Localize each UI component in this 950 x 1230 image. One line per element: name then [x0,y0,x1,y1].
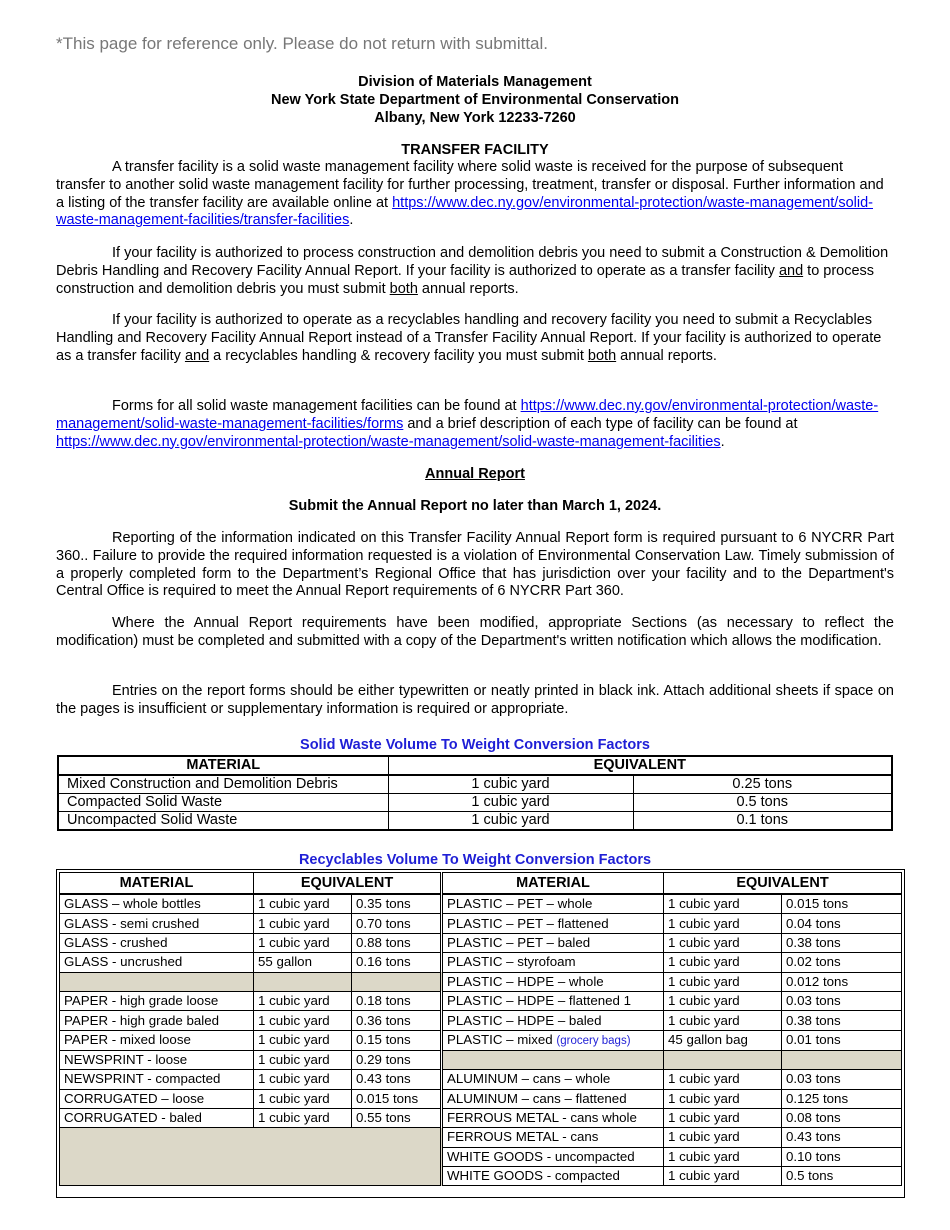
table-row [60,972,902,991]
recyclable-material-cell: PAPER - high grade loose [60,991,254,1010]
solid-waste-weight-cell: 0.1 tons [633,812,892,831]
table-row [60,1070,902,1089]
table-row [60,894,902,914]
recyclable-material-cell: ALUMINUM – cans – flattened [442,1089,664,1108]
recyclable-material-cell: PLASTIC – styrofoam [442,953,664,972]
recyclables-table-caption: Recyclables Volume To Weight Conversion Factors [298,852,652,868]
recyclable-weight-cell: 0.16 tons [352,953,442,972]
solid-waste-volume-cell: 1 cubic yard [388,812,633,831]
recyclable-volume-cell: 1 cubic yard [254,1108,352,1127]
shaded-empty-block [60,1128,442,1186]
recyclable-weight-cell: 0.08 tons [782,1108,902,1127]
header-address: Albany, New York 12233-7260 [374,110,576,126]
column-header-material-right: MATERIAL [442,873,664,895]
recyclables-conversion-table [59,872,902,1186]
recyclable-volume-cell [254,972,352,991]
recyclable-material-cell: PLASTIC – HDPE – baled [442,1011,664,1030]
facilities-link[interactable]: https://www.dec.ny.gov/environmental-protection/waste-management/solid-waste-management-facilities [56,433,721,450]
solid-waste-material-cell: Mixed Construction and Demolition Debris [58,775,388,794]
recyclable-volume-cell: 1 cubic yard [664,953,782,972]
recyclable-material-cell: PLASTIC – PET – flattened [442,914,664,933]
recyclable-weight-cell: 0.38 tons [782,1011,902,1030]
recyclable-weight-cell: 0.70 tons [352,914,442,933]
recyclable-volume-cell: 1 cubic yard [254,1030,352,1050]
recyclable-volume-cell: 1 cubic yard [254,1070,352,1089]
grocery-bags-note: (grocery bags) [556,1034,631,1047]
recyclable-material-cell: CORRUGATED – loose [60,1089,254,1108]
recyclable-weight-cell: 0.10 tons [782,1147,902,1166]
recyclable-material-cell: GLASS – whole bottles [60,894,254,914]
table-row [60,1089,902,1108]
header-division: Division of Materials Management [358,74,592,90]
recyclable-weight-cell: 0.29 tons [352,1050,442,1069]
recyclable-volume-cell: 45 gallon bag [664,1030,782,1050]
recyclable-volume-cell: 1 cubic yard [664,1167,782,1186]
paragraph-entries: Entries on the report forms should be either typewritten or neatly printed in black ink. Attach additional sheets if space on the pages is insufficient or supplementary information is required or appropriate. [56,683,894,717]
recyclable-weight-cell: 0.03 tons [782,1070,902,1089]
recyclable-material-cell: CORRUGATED - baled [60,1108,254,1127]
recyclable-material-cell: PLASTIC – HDPE – flattened 1 [442,991,664,1010]
recyclable-weight-cell: 0.03 tons [782,991,902,1010]
solid-waste-conversion-table [57,755,893,831]
table-row [60,1128,902,1147]
recyclable-material-cell: ALUMINUM – cans – whole [442,1070,664,1089]
solid-waste-weight-cell: 0.25 tons [633,775,892,794]
recyclable-volume-cell: 1 cubic yard [664,1070,782,1089]
recyclable-material-cell: PAPER - high grade baled [60,1011,254,1030]
solid-waste-material-cell: Compacted Solid Waste [58,794,388,812]
recyclable-weight-cell: 0.125 tons [782,1089,902,1108]
recyclable-volume-cell: 55 gallon [254,953,352,972]
table-row [60,953,902,972]
recyclable-material-cell: GLASS - semi crushed [60,914,254,933]
recyclable-weight-cell: 0.43 tons [782,1128,902,1147]
recyclable-material-cell [60,972,254,991]
recyclable-material-cell: PLASTIC – mixed (grocery bags) [442,1030,664,1050]
recyclables-table-frame [56,869,905,1198]
recyclable-weight-cell: 0.01 tons [782,1030,902,1050]
recyclable-volume-cell: 1 cubic yard [254,1011,352,1030]
column-header-equivalent: EQUIVALENT [388,756,892,775]
recyclable-volume-cell: 1 cubic yard [254,894,352,914]
recyclable-volume-cell: 1 cubic yard [664,991,782,1010]
paragraph-forms: Forms for all solid waste management facilities can be found at https://www.dec.ny.gov/environmental-protection/waste-management/solid-waste-management-facilities/forms and a brief description of each type of facility can be found at https://www.dec.ny.gov/environmental-protection/waste-management/solid-waste-management-facilities. [56,398,879,450]
recyclable-volume-cell: 1 cubic yard [254,1089,352,1108]
recyclable-material-cell: PLASTIC – PET – whole [442,894,664,914]
recyclable-weight-cell: 0.5 tons [782,1167,902,1186]
table-row [60,1108,902,1127]
transfer-facilities-link[interactable]: https://www.dec.ny.gov/environmental-protection/waste-management/solid-waste-management-facilities/transfer-facilities [56,194,873,229]
recyclable-material-cell: WHITE GOODS - compacted [442,1167,664,1186]
recyclable-weight-cell: 0.15 tons [352,1030,442,1050]
recyclable-volume-cell: 1 cubic yard [664,1089,782,1108]
recyclable-weight-cell [782,1050,902,1069]
recyclable-weight-cell: 0.015 tons [782,894,902,914]
deadline-notice: Submit the Annual Report no later than March 1, 2024. [288,498,662,514]
recyclable-material-cell: NEWSPRINT - loose [60,1050,254,1069]
recyclable-material-cell: GLASS - crushed [60,933,254,952]
recyclable-material-cell: FERROUS METAL - cans whole [442,1108,664,1127]
recyclable-volume-cell: 1 cubic yard [664,972,782,991]
recyclable-weight-cell: 0.02 tons [782,953,902,972]
recyclable-volume-cell: 1 cubic yard [664,1011,782,1030]
recyclable-weight-cell: 0.015 tons [352,1089,442,1108]
table-row [60,1030,902,1050]
solid-waste-volume-cell: 1 cubic yard [388,794,633,812]
recyclable-volume-cell: 1 cubic yard [664,1108,782,1127]
table-row [60,933,902,952]
recyclable-volume-cell: 1 cubic yard [664,894,782,914]
recyclable-material-cell: GLASS - uncrushed [60,953,254,972]
column-header-equivalent-right: EQUIVALENT [664,873,902,895]
paragraph-transfer-facility: A transfer facility is a solid waste management facility where solid waste is received for the purpose of subsequent transfer to another solid waste management facility for further processing, treatment, transfer or disposal. Further information and a listing of the transfer facility are available online at https://www.dec.ny.gov/environmental-protection/waste-management/solid-waste-management-facilities/transfer-facilities. [56,159,884,229]
column-header-equivalent-left: EQUIVALENT [254,873,442,895]
recyclable-weight-cell: 0.35 tons [352,894,442,914]
recyclable-material-cell: WHITE GOODS - uncompacted [442,1147,664,1166]
recyclable-weight-cell: 0.88 tons [352,933,442,952]
table-row [58,775,892,794]
recyclable-volume-cell: 1 cubic yard [664,933,782,952]
column-header-material-left: MATERIAL [60,873,254,895]
recyclable-volume-cell: 1 cubic yard [664,1147,782,1166]
paragraph-recyclables: If your facility is authorized to operate as a recyclables handling and recovery facility you need to submit a Recyclables Handling and Recovery Facility Annual Report instead of a Transfer Facility Annual Report. If your facility is authorized to operate as a transfer facility and a recyclables handling & recovery facility you must submit both annual reports. [56,312,882,364]
recyclable-volume-cell [664,1050,782,1069]
recyclable-volume-cell: 1 cubic yard [664,914,782,933]
header-department: New York State Department of Environmental Conservation [271,92,679,108]
recyclable-material-cell: NEWSPRINT - compacted [60,1070,254,1089]
recyclable-material-cell: FERROUS METAL - cans [442,1128,664,1147]
solid-waste-volume-cell: 1 cubic yard [388,775,633,794]
recyclable-weight-cell: 0.012 tons [782,972,902,991]
recyclable-weight-cell: 0.38 tons [782,933,902,952]
recyclable-material-cell: PAPER - mixed loose [60,1030,254,1050]
table-row [58,794,892,812]
solid-waste-table-caption: Solid Waste Volume To Weight Conversion Factors [300,737,650,753]
recyclable-volume-cell: 1 cubic yard [254,1050,352,1069]
recyclable-weight-cell: 0.55 tons [352,1108,442,1127]
recyclable-weight-cell: 0.43 tons [352,1070,442,1089]
recyclable-volume-cell: 1 cubic yard [254,933,352,952]
table-row [60,1050,902,1069]
column-header-material: MATERIAL [58,756,388,775]
solid-waste-weight-cell: 0.5 tons [633,794,892,812]
table-row [58,812,892,831]
section-title: TRANSFER FACILITY [401,142,549,158]
recyclable-material-cell: PLASTIC – HDPE – whole [442,972,664,991]
table-row [60,991,902,1010]
recyclable-weight-cell [352,972,442,991]
paragraph-modification: Where the Annual Report requirements have been modified, appropriate Sections (as necessary to reflect the modification) must be completed and submitted with a copy of the Department's written notification which allows the modification. [56,615,894,649]
reference-note: *This page for reference only. Please do not return with submittal. [56,34,548,53]
recyclable-weight-cell: 0.36 tons [352,1011,442,1030]
paragraph-cd-debris: If your facility is authorized to process construction and demolition debris you need to submit a Construction & Demolition Debris Handling and Recovery Facility Annual Report. If your facility is authorized to operate as a transfer facility and to process construction and demolition debris you must submit both annual reports. [56,245,889,297]
forms-link[interactable]: https://www.dec.ny.gov/environmental-protection/waste-management/solid-waste-management-facilities/forms [56,398,879,432]
recyclable-volume-cell: 1 cubic yard [254,991,352,1010]
solid-waste-material-cell: Uncompacted Solid Waste [58,812,388,831]
annual-report-title: Annual Report [425,466,525,482]
recyclable-volume-cell: 1 cubic yard [664,1128,782,1147]
paragraph-requirement: Reporting of the information indicated on this Transfer Facility Annual Report form is required pursuant to 6 NYCRR Part 360.. Failure to provide the required information requested is a violation of Environmental Conservation Law. Timely submission of a properly completed form to the Department’s Regional Office that has jurisdiction over your facility and to the Department's Central Office is required to meet the Annual Report requirements of 6 NYCRR Part 360. [56,530,894,600]
table-row [60,914,902,933]
table-row [60,1011,902,1030]
recyclable-volume-cell: 1 cubic yard [254,914,352,933]
recyclable-material-cell: PLASTIC – PET – baled [442,933,664,952]
recyclable-weight-cell: 0.04 tons [782,914,902,933]
recyclable-weight-cell: 0.18 tons [352,991,442,1010]
recyclable-material-cell [442,1050,664,1069]
